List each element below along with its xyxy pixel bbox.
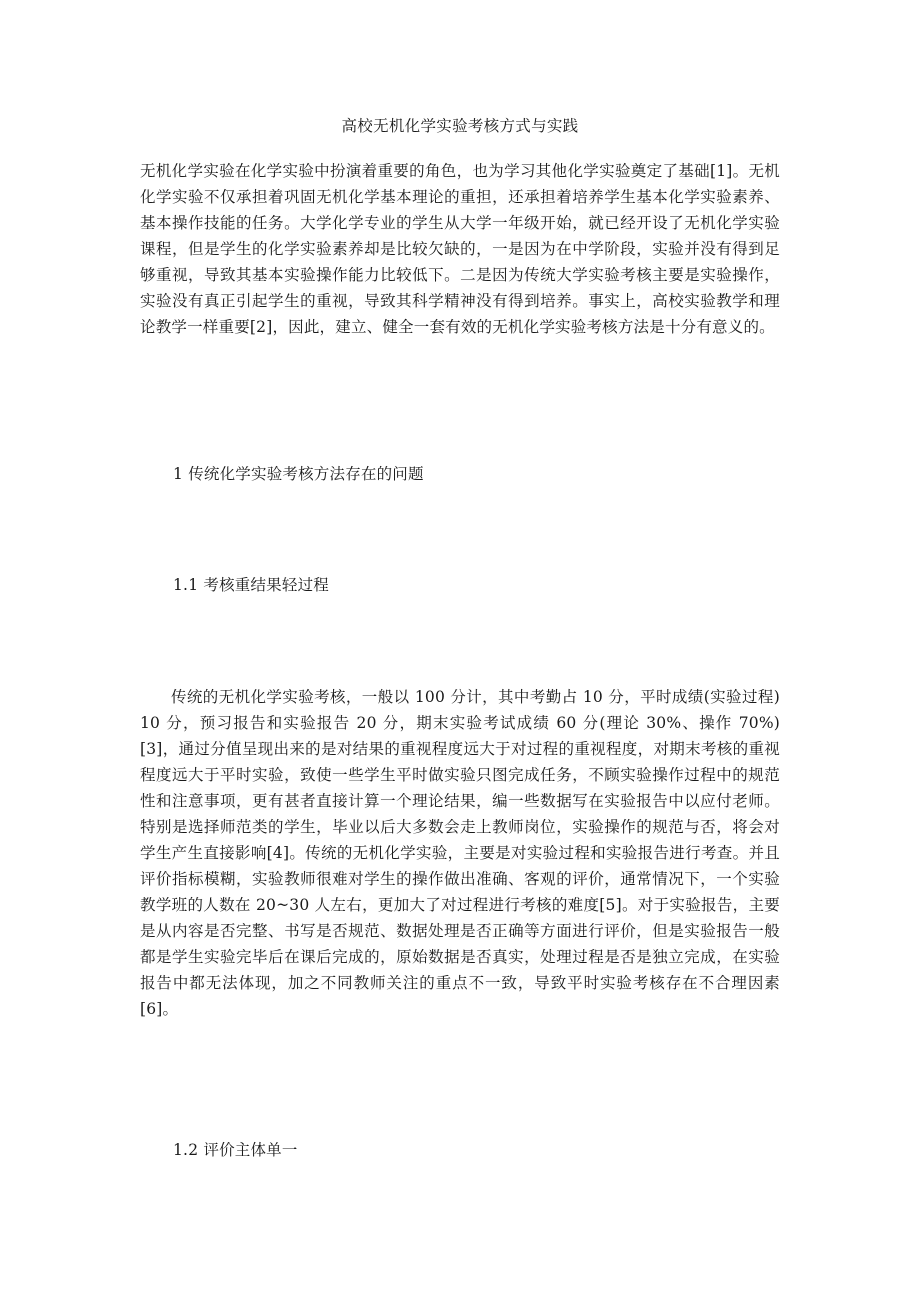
intro-paragraph: 无机化学实验在化学实验中扮演着重要的角色，也为学习其他化学实验奠定了基础[1]。无机化学实验不仅承担着巩固无机化学基本理论的重担，还承担着培养学生基本化学实验素养、基本操作技能的任务。大学化学专业的学生从大学一年级开始，就已经开设了无机化学实验课程，但是学生的化学实验素养却是比较欠缺的，一是因为在中学阶段，实验并没有得到足够重视，导致其基本实验操作能力比较低下。二是因为传统大学实验考核主要是实验操作，实验没有真正引起学生的重视，导致其科学精神没有得到培养。事实上，高校实验教学和理论教学一样重要[2]，因此，建立、健全一套有效的无机化学实验考核方法是十分有意义的。: [140, 162, 780, 336]
document-title: 高校无机化学实验考核方式与实践: [341, 117, 579, 135]
section-1-1-heading: 1.1 考核重结果轻过程: [173, 576, 329, 594]
section-1-2-heading: 1.2 评价主体单一: [173, 1141, 298, 1159]
section-1-1-paragraph: 传统的无机化学实验考核，一般以 100 分计，其中考勤占 10 分，平时成绩(实验过程) 10 分，预习报告和实验报告 20 分，期末实验考试成绩 60 分(理论 30%、操作 70%)[3]，通过分值呈现出来的是对结果的重视程度远大于对过程的重视程度，对期末考核的重视程度远大于平时实验，致使一些学生平时做实验只图完成任务，不顾实验操作过程中的规范性和注意事项，更有甚者直接计算一个理论结果，编一些数据写在实验报告中以应付老师。特别是选择师范类的学生，毕业以后大多数会走上教师岗位，实验操作的规范与否，将会对学生产生直接影响[4]。传统的无机化学实验，主要是对实验过程和实验报告进行考查。并且评价指标模糊，实验教师很难对学生的操作做出准确、客观的评价，通常情况下，一个实验教学班的人数在 20~30 人左右，更加大了对过程进行考核的难度[5]。对于实验报告，主要是从内容是否完整、书写是否规范、数据处理是否正确等方面进行评价，但是实验报告一般都是学生实验完毕后在课后完成的，原始数据是否真实，处理过程是否是独立完成，在实验报告中都无法体现，加之不同教师关注的重点不一致，导致平时实验考核存在不合理因素[6]。: [140, 688, 780, 1018]
section-1-heading: 1 传统化学实验考核方法存在的问题: [173, 465, 424, 483]
